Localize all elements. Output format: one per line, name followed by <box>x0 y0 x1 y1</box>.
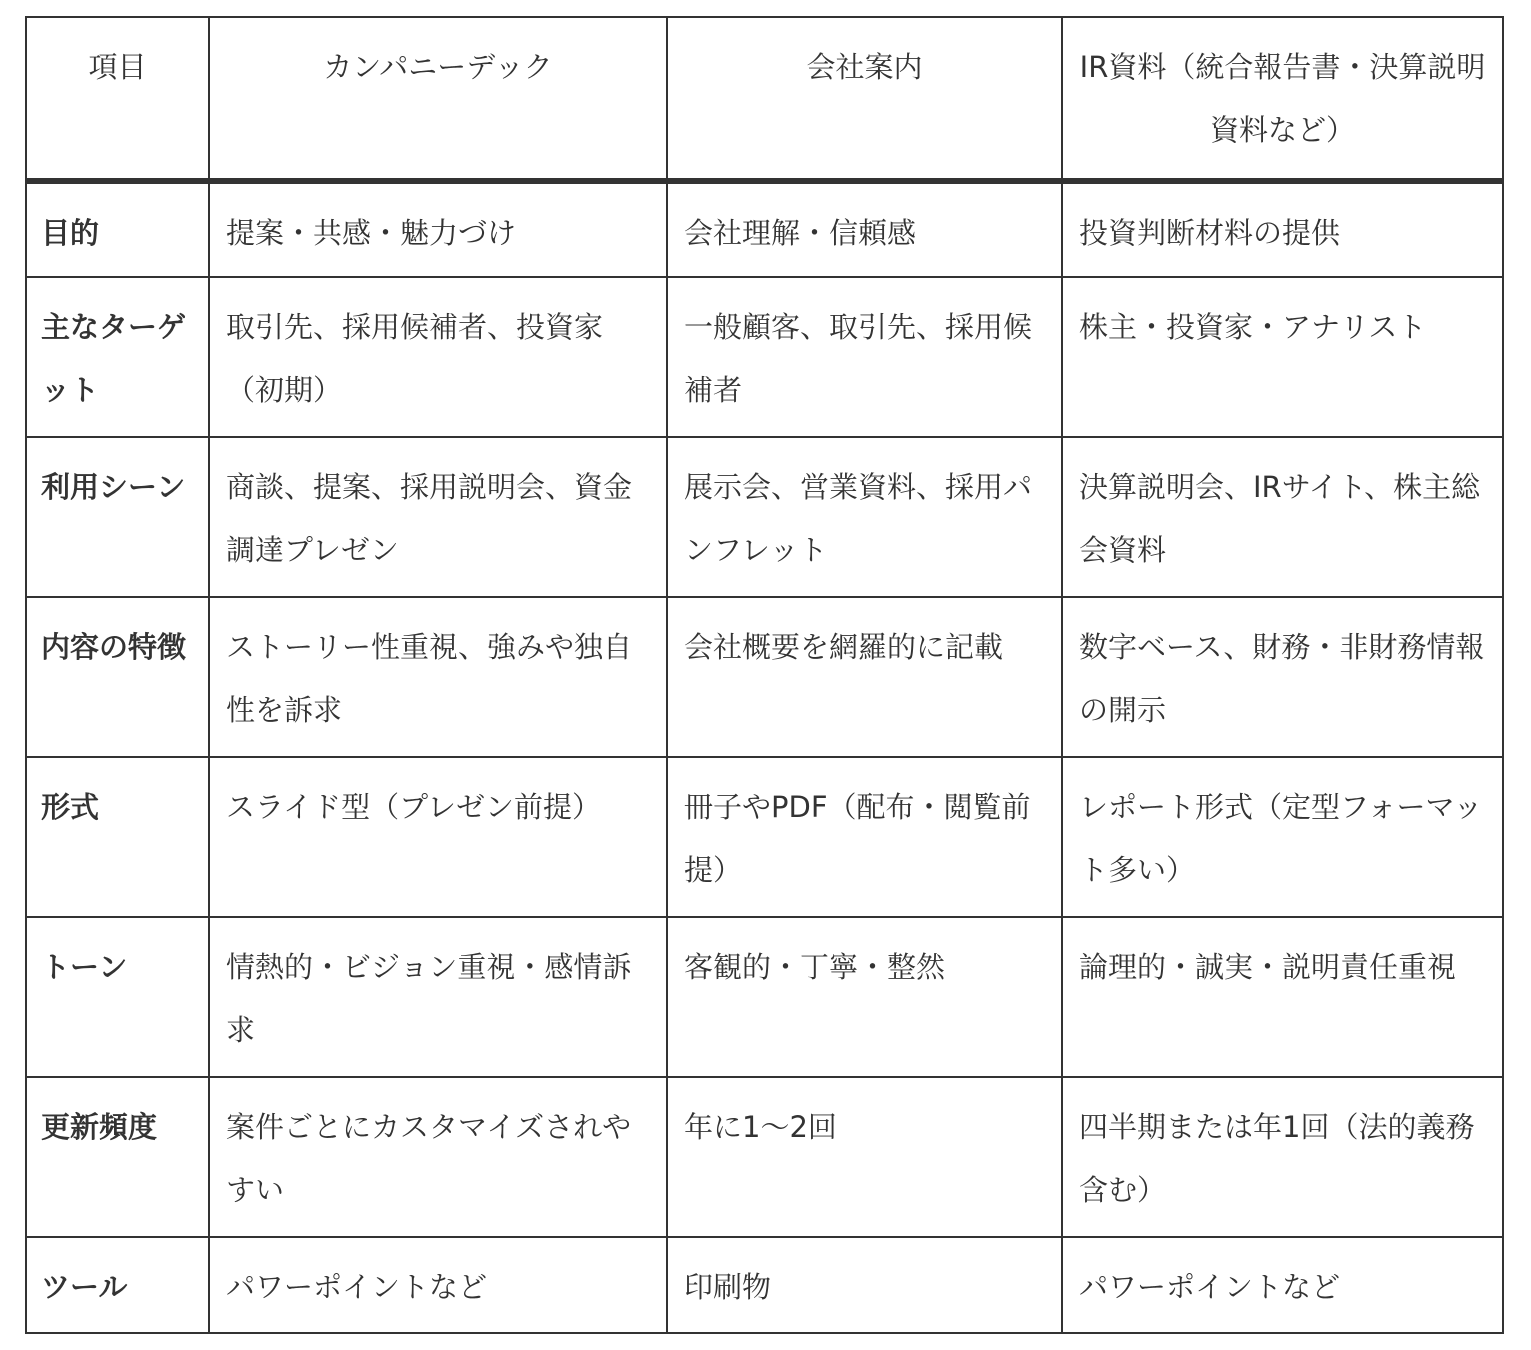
table-row <box>26 917 1503 1077</box>
row-label: 形式 <box>26 757 209 917</box>
table-cell: 数字ベース、財務・非財務情報の開示 <box>1062 597 1503 757</box>
table-cell: 論理的・誠実・説明責任重視 <box>1062 917 1503 1077</box>
table-row <box>26 437 1503 597</box>
table-cell: 冊子やPDF（配布・閲覧前提） <box>667 757 1062 917</box>
table-cell: パワーポイントなど <box>1062 1237 1503 1333</box>
table-cell: 株主・投資家・アナリスト <box>1062 277 1503 437</box>
table-cell: 投資判断材料の提供 <box>1062 181 1503 277</box>
table-row <box>26 1077 1503 1237</box>
row-label: 目的 <box>26 181 209 277</box>
table-cell: ストーリー性重視、強みや独自性を訴求 <box>209 597 667 757</box>
table-cell: 情熱的・ビジョン重視・感情訴求 <box>209 917 667 1077</box>
header-row <box>26 17 1503 181</box>
row-label: 主なターゲット <box>26 277 209 437</box>
header-company-profile: 会社案内 <box>667 17 1062 181</box>
table-cell: スライド型（プレゼン前提） <box>209 757 667 917</box>
table-cell: 提案・共感・魅力づけ <box>209 181 667 277</box>
table-cell: パワーポイントなど <box>209 1237 667 1333</box>
table-cell: 四半期または年1回（法的義務含む） <box>1062 1077 1503 1237</box>
table-cell: 決算説明会、IRサイト、株主総会資料 <box>1062 437 1503 597</box>
table-cell: 客観的・丁寧・整然 <box>667 917 1062 1077</box>
table-cell: 案件ごとにカスタマイズされやすい <box>209 1077 667 1237</box>
row-label: トーン <box>26 917 209 1077</box>
table-row <box>26 1237 1503 1333</box>
header-item: 項目 <box>26 17 209 181</box>
table-row <box>26 277 1503 437</box>
table-cell: 商談、提案、採用説明会、資金調達プレゼン <box>209 437 667 597</box>
comparison-table <box>25 16 1504 1334</box>
table-row <box>26 181 1503 277</box>
table-cell: 印刷物 <box>667 1237 1062 1333</box>
table-cell: 展示会、営業資料、採用パンフレット <box>667 437 1062 597</box>
header-company-deck: カンパニーデック <box>209 17 667 181</box>
table-cell: 会社概要を網羅的に記載 <box>667 597 1062 757</box>
table-header <box>26 17 1503 181</box>
row-label: ツール <box>26 1237 209 1333</box>
comparison-table-container <box>25 16 1504 1334</box>
table-row <box>26 597 1503 757</box>
table-cell: 一般顧客、取引先、採用候補者 <box>667 277 1062 437</box>
header-ir-materials: IR資料（統合報告書・決算説明資料など） <box>1062 17 1503 181</box>
row-label: 更新頻度 <box>26 1077 209 1237</box>
table-body <box>26 181 1503 1333</box>
table-cell: 会社理解・信頼感 <box>667 181 1062 277</box>
table-cell: 取引先、採用候補者、投資家（初期） <box>209 277 667 437</box>
row-label: 内容の特徴 <box>26 597 209 757</box>
table-row <box>26 757 1503 917</box>
row-label: 利用シーン <box>26 437 209 597</box>
table-cell: 年に1～2回 <box>667 1077 1062 1237</box>
table-cell: レポート形式（定型フォーマット多い） <box>1062 757 1503 917</box>
